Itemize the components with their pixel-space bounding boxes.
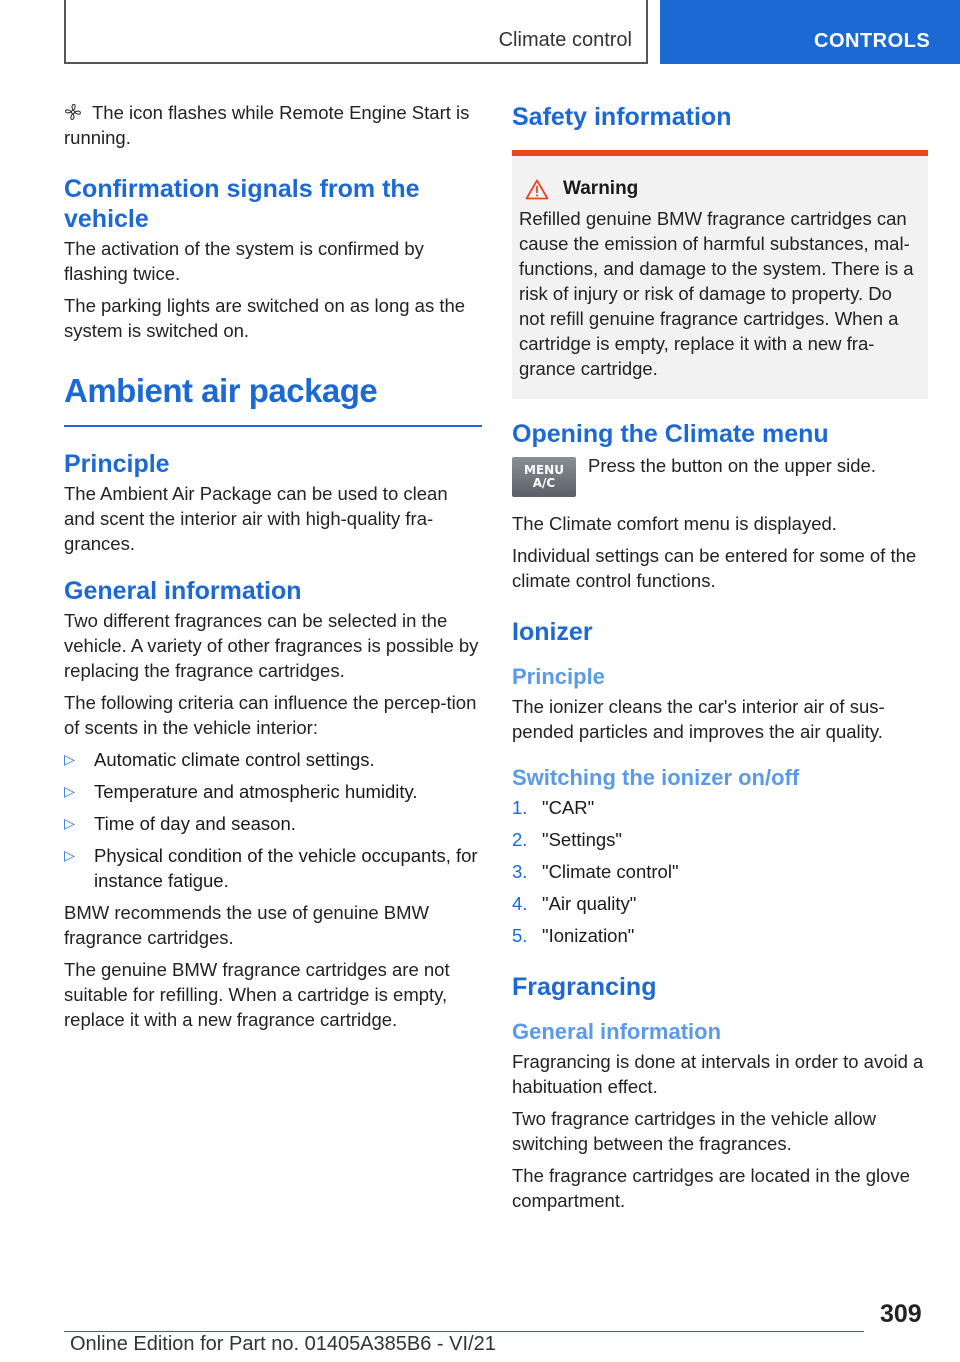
page-number: 309 [880,1300,922,1328]
triangle-bullet-icon: ▷ [64,815,75,831]
triangle-bullet-icon: ▷ [64,751,75,767]
footer-edition-text: Online Edition for Part no. 01405A385B6 - VI/21 [70,1333,496,1355]
list-item: ▷ Temperature and atmospheric humidity. [64,781,418,802]
refill-paragraph: The genuine BMW fragrance cartridges are not suitable for refilling. When a cartridge is empty, replace it with a new fragrance cartridge. [64,959,450,1030]
right-column [512,100,928,1220]
list-item: 2. "Settings" [512,829,622,850]
fan-icon [64,103,82,121]
confirmation-heading: Confirmation signals from the vehicle [64,175,420,233]
header-chapter-label: CONTROLS [814,30,931,52]
heading-rule [64,425,482,427]
warning-text: Refilled genuine BMW fragrance cartridges can cause the emission of harmful substances, mal-functions, and damage to the system. There is a risk of injury or risk of damage to property. Do not refill genuine fragrance cartridges. When a cartridge is empty, replace it with a new fra-grance cartridge. [519,208,914,379]
ionizer-principle-heading: Principle [512,664,605,689]
climate-menu-heading: Opening the Climate menu [512,420,829,448]
list-item: 1. "CAR" [512,797,595,818]
menu-ac-button-icon: MENU A/C [512,457,576,497]
triangle-bullet-icon: ▷ [64,847,75,863]
list-item: 4. "Air quality" [512,893,637,914]
general-paragraph-1: Two different fragrances can be selected in the vehicle. A variety of other fragrances is possible by replacing the fragrance cartridges. [64,610,479,681]
flash-note-paragraph [64,100,482,150]
ionizer-steps-list [512,795,928,948]
list-item: ▷ Physical condition of the vehicle occupants, for instance fatigue. [64,845,478,891]
flash-note-text: The icon flashes while Remote Engine Start is running. [64,102,470,148]
header-section-box [64,0,648,64]
list-item: 5. "Ionization" [512,925,635,946]
header-chapter-tab [660,0,960,64]
principle-paragraph: The Ambient Air Package can be used to clean and scent the interior air with high-quality fra-grances. [64,483,448,554]
footer-rule [64,1331,864,1332]
press-instruction: Press the button on the upper side. [588,455,876,476]
principle-heading: Principle [64,450,170,478]
warning-box [512,156,928,399]
menu-paragraph-2: Individual settings can be entered for some of the climate control functions. [512,545,917,591]
fragrancing-paragraph-1: Fragrancing is done at intervals in order to avoid a habituation effect. [512,1051,924,1097]
safety-heading: Safety information [512,103,732,131]
list-item: ▷ Time of day and season. [64,813,296,834]
fragrancing-paragraph-3: The fragrance cartridges are located in the glove compartment. [512,1165,910,1211]
menu-button-row [512,453,928,501]
ionizer-principle-paragraph: The ionizer cleans the car's interior air of sus-pended particles and improves the air quality. [512,696,885,742]
warning-title: Warning [563,178,639,199]
recommend-paragraph: BMW recommends the use of genuine BMW fragrance cartridges. [64,902,430,948]
ambient-air-heading: Ambient air package [64,372,378,409]
fragrancing-general-heading: General information [512,1019,722,1044]
header-section-title: Climate control [498,29,632,51]
triangle-bullet-icon: ▷ [64,783,75,799]
criteria-list [64,747,482,893]
general-paragraph-2: The following criteria can influence the percep-tion of scents in the vehicle interior: [64,692,477,738]
warning-title-row [519,178,922,200]
list-item: 3. "Climate control" [512,861,679,882]
confirmation-paragraph-1: The activation of the system is confirmed by flashing twice. [64,238,424,284]
fragrancing-heading: Fragrancing [512,973,657,1001]
confirmation-paragraph-2: The parking lights are switched on as long as the system is switched on. [64,295,466,341]
left-column [64,100,482,1039]
menu-paragraph-1: The Climate comfort menu is displayed. [512,513,837,534]
warning-triangle-icon [525,179,549,200]
ionizer-heading: Ionizer [512,618,593,646]
fragrancing-paragraph-2: Two fragrance cartridges in the vehicle allow switching between the fragrances. [512,1108,877,1154]
switching-ionizer-heading: Switching the ionizer on/off [512,765,800,790]
list-item: ▷ Automatic climate control settings. [64,749,375,770]
general-info-heading: General information [64,577,302,605]
